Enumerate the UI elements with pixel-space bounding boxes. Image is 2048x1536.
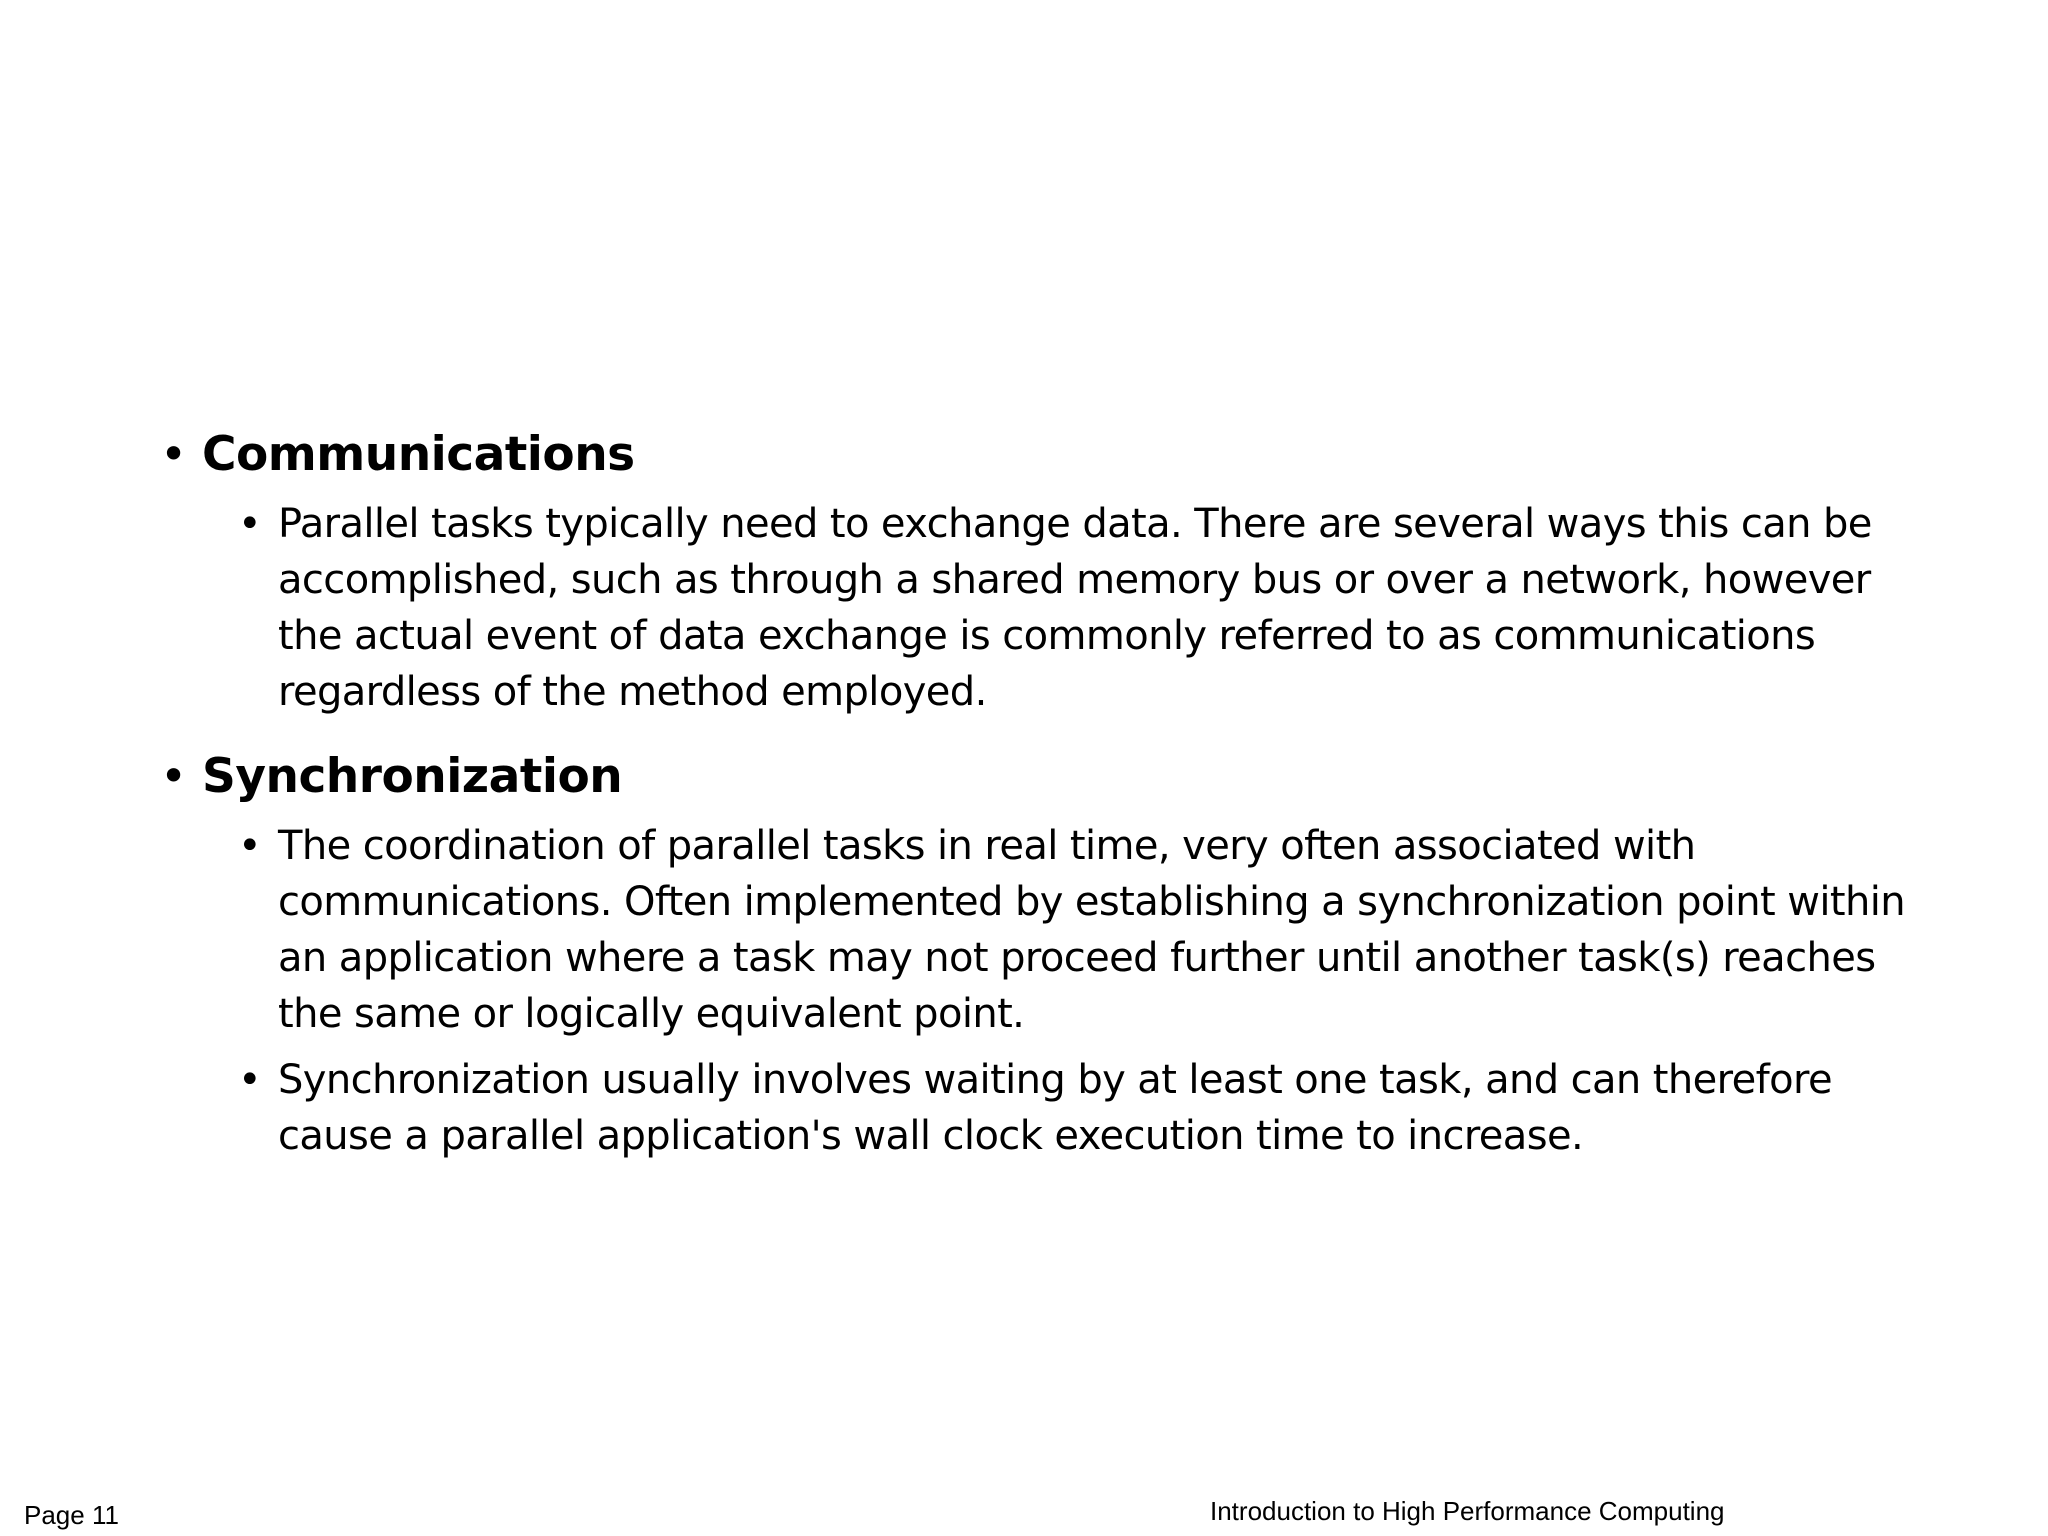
sub-bullet-item (238, 818, 1920, 1042)
sub-bullet-item (238, 1052, 1920, 1164)
slide-content (160, 420, 1920, 1164)
sub-bullet-text: Synchronization usually involves waiting by at least one task, and can therefore cause a parallel application's wall clock execution time to increase. (278, 1057, 1832, 1159)
topic-communications (160, 420, 1920, 720)
bullet-icon: • (160, 427, 188, 481)
sub-bullet-list (238, 818, 1920, 1164)
bullet-icon: • (238, 823, 262, 869)
topic-title: Communications (202, 427, 635, 482)
footer-title: Introduction to High Performance Computing (1210, 1496, 1725, 1526)
bullet-icon: • (238, 501, 262, 547)
sub-bullet-text: The coordination of parallel tasks in real time, very often associated with communications. Often implemented by establishing a synchronization point within an application where a task may not proceed further until another task(s) reaches the same or logically equivalent point. (278, 823, 1905, 1037)
sub-bullet-text: Parallel tasks typically need to exchange data. There are several ways this can be accomplished, such as through a shared memory bus or over a network, however the actual event of data exchange is commonly referred to as communications regardless of the method employed. (278, 501, 1872, 715)
sub-bullet-item (238, 496, 1920, 720)
sub-bullet-list (238, 496, 1920, 720)
topic-heading (160, 420, 1920, 490)
bullet-icon: • (238, 1057, 262, 1103)
topic-heading (160, 742, 1920, 812)
topic-synchronization (160, 742, 1920, 1164)
topic-title: Synchronization (202, 749, 623, 804)
bullet-icon: • (160, 749, 188, 803)
page-number: Page 11 (24, 1500, 119, 1530)
